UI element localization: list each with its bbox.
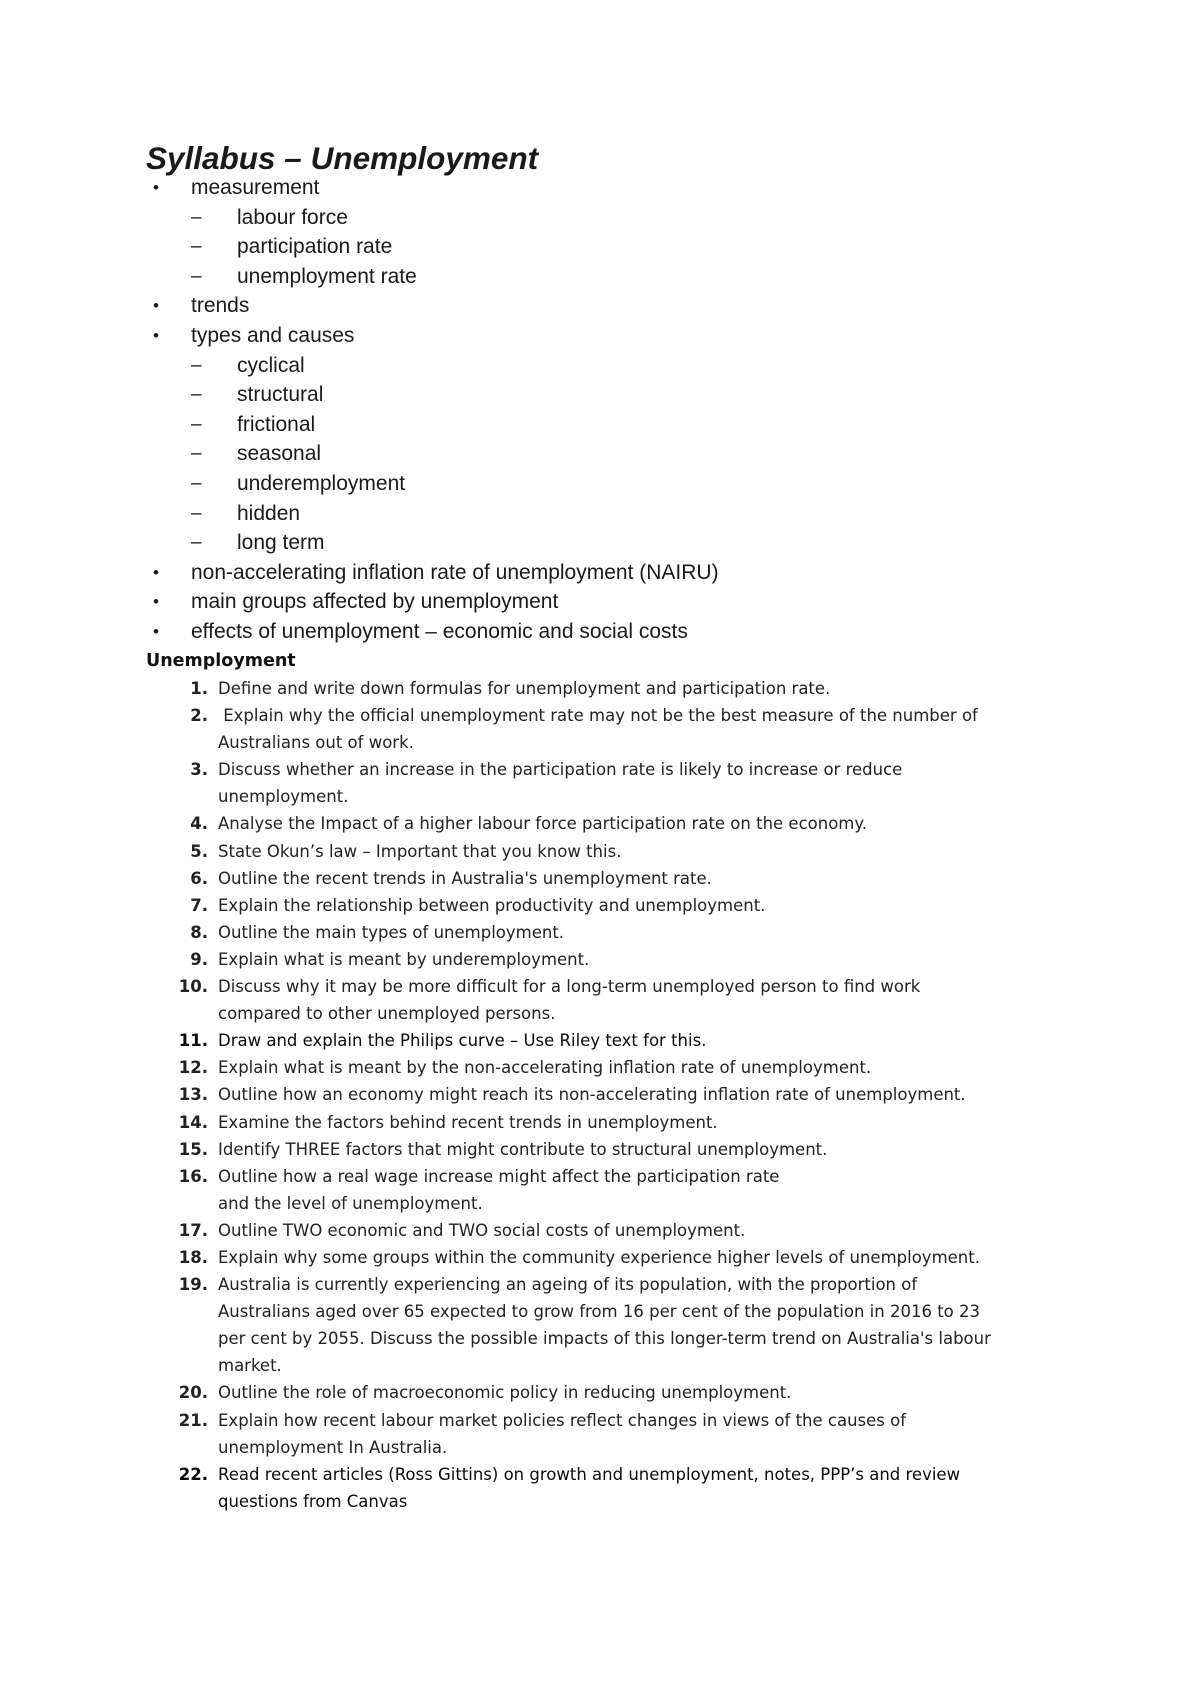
question-text-line: Analyse the Impact of a higher labour force participation rate on the economy. [218,814,868,834]
question-text-line: compared to other unemployed persons. [218,1004,556,1024]
question-text-line: Australians aged over 65 expected to grow from 16 per cent of the population in 2016 to 23 [218,1302,980,1322]
question-text-line: market. [218,1356,282,1376]
question-item [146,1217,1106,1244]
question-item [146,1027,1106,1054]
syllabus-item-text: structural [237,383,324,407]
syllabus-bullet-item [146,558,1106,588]
question-number: 11. [178,1031,208,1051]
syllabus-item-text: labour force [237,205,348,229]
syllabus-item-text: main groups affected by unemployment [191,590,559,614]
question-text-line: Define and write down formulas for unemployment and participation rate. [218,679,831,698]
question-number: 8. [190,922,208,942]
question-number: 2. [190,706,208,726]
syllabus-bullet-item [146,587,1106,617]
question-text-line: Read recent articles (Ross Gittins) on growth and unemployment, notes, PPP’s and review [218,1464,961,1484]
question-text-line: Discuss whether an increase in the participation rate is likely to increase or reduce [218,760,903,780]
dash-marker: – [191,413,202,435]
syllabus-sub-item [146,410,1106,440]
dash-marker: – [191,236,202,258]
syllabus-item-text: hidden [237,501,301,525]
question-text-line: unemployment. [218,787,349,807]
question-item [146,919,1106,946]
question-item [146,1271,1106,1379]
bullet-marker: • [153,621,159,641]
syllabus-bullet-item [146,321,1106,351]
dash-marker: – [191,443,202,465]
questions-list [146,675,1106,1515]
question-text-line: Explain the relationship between productivity and unemployment. [218,895,766,915]
syllabus-item-text: participation rate [237,235,393,259]
question-item [146,946,1106,973]
syllabus-sub-item [146,351,1106,381]
question-number: 9. [190,949,208,969]
question-item [146,892,1106,919]
questions-section [146,648,1106,1515]
question-number: 16. [178,1166,208,1186]
question-item [146,1407,1106,1461]
syllabus-sub-item [146,528,1106,558]
syllabus-item-text: types and causes [191,323,355,347]
question-text-line: Australians out of work. [218,733,414,753]
syllabus-item-text: trends [191,294,250,318]
question-text-line: Outline TWO economic and TWO social costs of unemployment. [218,1220,746,1240]
question-item [146,838,1106,865]
bullet-marker: • [153,296,159,316]
question-item [146,1054,1106,1081]
question-item [146,810,1106,837]
question-item [146,865,1106,892]
syllabus-sub-item [146,232,1106,262]
question-number: 10. [178,977,208,997]
syllabus-item-text: non-accelerating inflation rate of unemployment (NAIRU) [191,560,719,584]
question-text-line: Outline the role of macroeconomic policy in reducing unemployment. [218,1383,792,1403]
question-number: 22. [178,1464,208,1484]
syllabus-item-text: effects of unemployment – economic and social costs [191,619,688,643]
question-number: 14. [178,1112,208,1132]
question-text-line: and the level of unemployment. [218,1193,483,1213]
question-number: 6. [190,868,208,888]
question-number: 19. [178,1275,208,1295]
dash-marker: – [191,532,202,554]
bullet-marker: • [153,178,159,197]
syllabus-item-text: unemployment rate [237,264,417,288]
question-text-line: Outline the main types of unemployment. [218,922,565,942]
question-text-line: Identify THREE factors that might contribute to structural unemployment. [218,1139,828,1159]
questions-heading: Unemployment [146,651,296,671]
syllabus-item-text: seasonal [237,442,322,466]
question-text-line: Outline how an economy might reach its non-accelerating inflation rate of unemployment. [218,1085,966,1105]
question-number: 20. [178,1383,208,1403]
question-text-line: Explain why the official unemployment rate may not be the best measure of the number of [218,706,978,726]
bullet-marker: • [153,562,159,582]
dash-marker: – [191,472,202,494]
question-item [146,1136,1106,1163]
dash-marker: – [191,384,202,406]
syllabus-bullet-item [146,291,1106,321]
question-text-line: questions from Canvas [218,1491,408,1511]
syllabus-sub-item [146,439,1106,469]
question-item [146,973,1106,1027]
question-text-line: State Okun’s law – Important that you know this. [218,841,622,861]
question-number: 18. [178,1247,208,1267]
question-text-line: Explain how recent labour market policies reflect changes in views of the causes of [218,1410,907,1430]
question-number: 5. [190,841,208,861]
syllabus-bullet-item [146,173,1106,203]
syllabus-item-text: frictional [237,412,316,436]
syllabus-list [146,173,1106,647]
question-number: 13. [178,1085,208,1105]
question-text-line: Discuss why it may be more difficult for a long-term unemployed person to find work [218,977,921,997]
dash-marker: – [191,206,202,228]
syllabus-item-text: underemployment [237,471,406,495]
bullet-marker: • [153,592,159,612]
question-item [146,702,1106,756]
dash-marker: – [191,502,202,524]
syllabus-section [146,140,1106,647]
question-item [146,1244,1106,1271]
question-text-line: Explain why some groups within the community experience higher levels of unemployment. [218,1247,980,1267]
question-text-line: Explain what is meant by the non-accelerating inflation rate of unemployment. [218,1058,872,1078]
question-item [146,675,1106,702]
syllabus-sub-item [146,203,1106,233]
question-item [146,756,1106,810]
question-number: 3. [190,760,208,780]
question-text-line: Explain what is meant by underemployment. [218,949,590,969]
question-text-line: Outline how a real wage increase might affect the participation rate [218,1166,780,1186]
question-text-line: Australia is currently experiencing an ageing of its population, with the proportion of [218,1275,918,1295]
question-number: 21. [178,1410,208,1430]
question-item [146,1081,1106,1108]
question-text-line: Examine the factors behind recent trends in unemployment. [218,1112,718,1132]
question-text-line: unemployment In Australia. [218,1437,448,1457]
question-item [146,1379,1106,1406]
question-text-line: Draw and explain the Philips curve – Use Riley text for this. [218,1031,707,1051]
question-text-line: Outline the recent trends in Australia's unemployment rate. [218,868,712,888]
question-text-line: per cent by 2055. Discuss the possible impacts of this longer-term trend on Australia's labour [218,1329,991,1349]
question-number: 17. [178,1220,208,1240]
syllabus-heading: Syllabus – Unemployment [146,140,539,176]
dash-marker: – [191,354,202,376]
syllabus-sub-item [146,469,1106,499]
dash-marker: – [191,265,202,287]
syllabus-sub-item [146,380,1106,410]
syllabus-item-text: measurement [191,176,320,199]
question-number: 7. [190,895,208,915]
question-number: 4. [190,814,208,834]
syllabus-sub-item [146,499,1106,529]
question-item [146,1109,1106,1136]
syllabus-sub-item [146,262,1106,292]
syllabus-bullet-item [146,617,1106,647]
syllabus-item-text: long term [237,531,325,555]
question-item [146,1163,1106,1217]
question-number: 15. [178,1139,208,1159]
question-number: 1. [190,679,208,698]
bullet-marker: • [153,325,159,345]
syllabus-item-text: cyclical [237,353,305,377]
question-number: 12. [178,1058,208,1078]
question-item [146,1461,1106,1515]
